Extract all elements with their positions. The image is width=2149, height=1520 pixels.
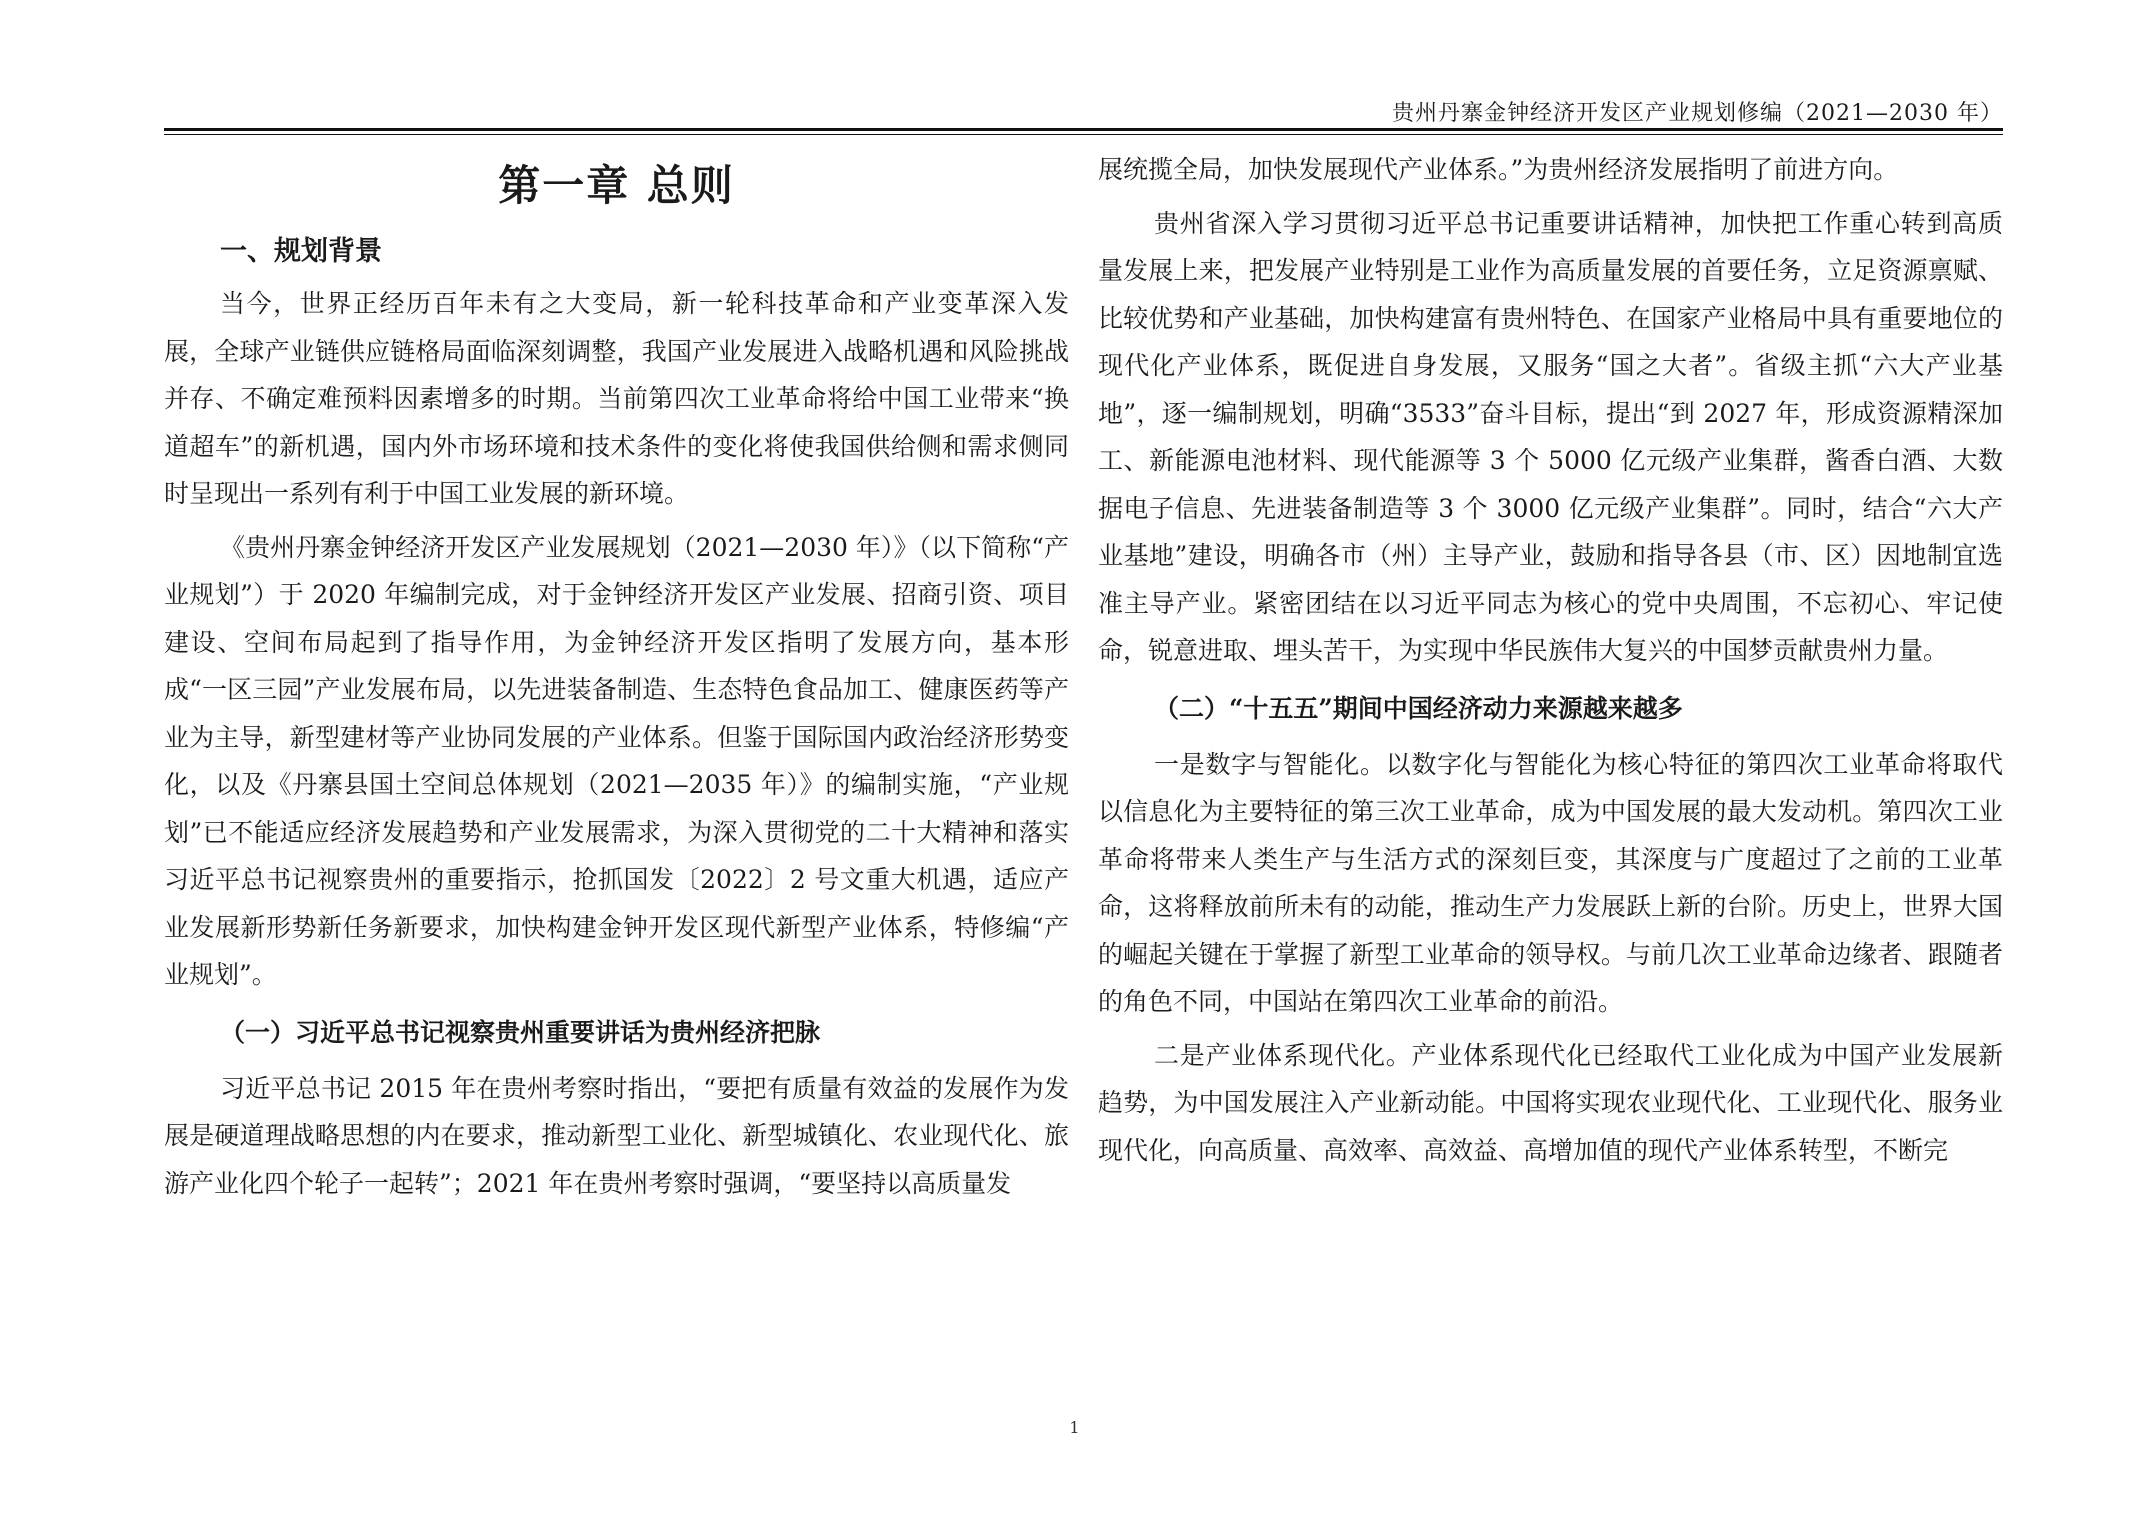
body-paragraph: 习近平总书记 2015 年在贵州考察时指出，“要把有质量有效益的发展作为发展是硬道理战略思想的内在要求，推动新型工业化、新型城镇化、农业现代化、旅游产业化四个轮子一起转”；2021 年在贵州考察时强调，“要坚持以高质量发 — [164, 1073, 1069, 1198]
header-rule-thick — [164, 128, 2003, 131]
subsection-title: （二）“十五五”期间中国经济动力来源越来越多 — [1154, 693, 1683, 723]
page-number: 1 — [1069, 1418, 1080, 1437]
right-column — [1098, 146, 2003, 1180]
body-paragraph: 当今，世界正经历百年未有之大变局，新一轮科技革命和产业变革深入发展，全球产业链供应链格局面临深刻调整，我国产业发展进入战略机遇和风险挑战并存、不确定难预料因素增多的时期。当前第四次工业革命将给中国工业带来“换道超车”的新机遇，国内外市场环境和技术条件的变化将使我国供给侧和需求侧同时呈现出一系列有利于中国工业发展的新环境。 — [164, 289, 1069, 508]
running-header-title: 贵州丹寨金钟经济开发区产业规划修编（2021—2030 年） — [1392, 101, 2003, 126]
body-paragraph: 贵州省深入学习贯彻习近平总书记重要讲话精神，加快把工作重心转到高质量发展上来，把发展产业特别是工业作为高质量发展的首要任务，立足资源禀赋、比较优势和产业基础，加快构建富有贵州特色、在国家产业格局中具有重要地位的现代化产业体系，既促进自身发展，又服务“国之大者”。省级主抓“六大产业基地”，逐一编制规划，明确“3533”奋斗目标，提出“到 2027 年，形成资源精深加工、新能源电池材料、现代能源等 3 个 5000 亿元级产业集群，酱香白酒、大数据电子信息、先进装备制造等 3 个 3000 亿元级产业集群”。同时，结合“六大产业基地”建设，明确各市（州）主导产业，鼓励和指导各县（市、区）因地制宜选准主导产业。紧密团结在以习近平同志为核心的党中央周围，不忘初心、牢记使命，锐意进取、埋头苦干，为实现中华民族伟大复兴的中国梦贡献贵州力量。 — [1098, 208, 2003, 665]
left-column — [164, 146, 1069, 1213]
header-rule-thin — [164, 134, 2003, 135]
body-paragraph-continued: 展统揽全局，加快发展现代产业体系。”为贵州经济发展指明了前进方向。 — [1098, 155, 1899, 184]
chapter-title: 第一章 总则 — [498, 161, 735, 210]
body-paragraph: 二是产业体系现代化。产业体系现代化已经取代工业化成为中国产业发展新趋势，为中国发展注入产业新动能。中国将实现农业现代化、工业现代化、服务业现代化，向高质量、高效率、高效益、高增加值的现代产业体系转型，不断完 — [1098, 1040, 2003, 1165]
subsection-title: （一）习近平总书记视察贵州重要讲话为贵州经济把脉 — [220, 1017, 821, 1047]
body-paragraph: 《贵州丹寨金钟经济开发区产业发展规划（2021—2030 年）》（以下简称“产业规划”）于 2020 年编制完成，对于金钟经济开发区产业发展、招商引资、项目建设、空间布局起到了指导作用，为金钟经济开发区指明了发展方向，基本形成“一区三园”产业发展布局，以先进装备制造、生态特色食品加工、健康医药等产业为主导，新型建材等产业协同发展的产业体系。但鉴于国际国内政治经济形势变化，以及《丹寨县国土空间总体规划（2021—2035 年）》的编制实施，“产业规划”已不能适应经济发展趋势和产业发展需求，为深入贯彻党的二十大精神和落实习近平总书记视察贵州的重要指示，抢抓国发〔2022〕2 号文重大机遇，适应产业发展新形势新任务新要求，加快构建金钟开发区现代新型产业体系，特修编“产业规划”。 — [164, 532, 1069, 989]
body-paragraph: 一是数字与智能化。以数字化与智能化为核心特征的第四次工业革命将取代以信息化为主要特征的第三次工业革命，成为中国发展的最大发动机。第四次工业革命将带来人类生产与生活方式的深刻巨变，其深度与广度超过了之前的工业革命，这将释放前所未有的动能，推动生产力发展跃上新的台阶。历史上，世界大国的崛起关键在于掌握了新型工业革命的领导权。与前几次工业革命边缘者、跟随者的角色不同，中国站在第四次工业革命的前沿。 — [1098, 749, 2003, 1016]
section-title-background: 一、规划背景 — [220, 236, 382, 267]
